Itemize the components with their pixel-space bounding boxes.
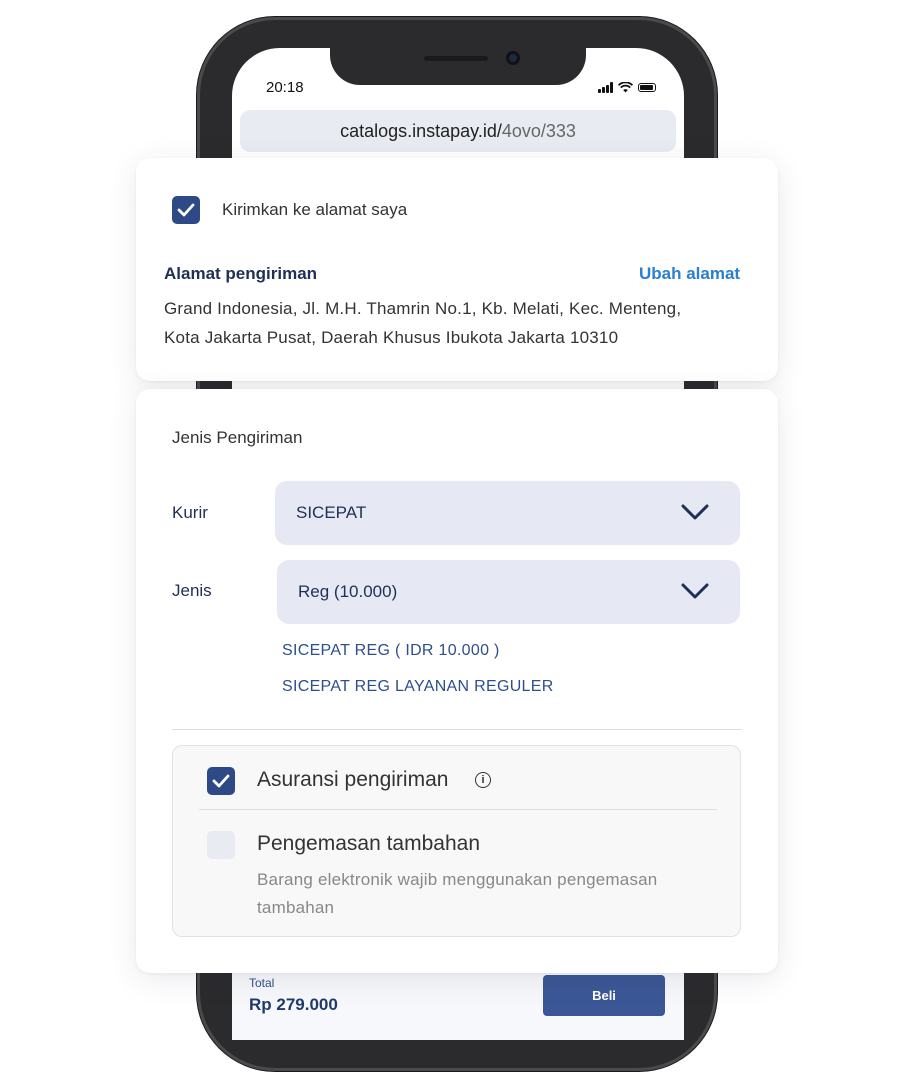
change-address-link[interactable]: Ubah alamat (639, 264, 741, 283)
shipping-type-title: Jenis Pengiriman (172, 428, 303, 447)
shipping-price-info: SICEPAT REG ( IDR 10.000 ) (282, 642, 500, 659)
insurance-checkbox[interactable] (207, 767, 235, 795)
address-line-1: Grand Indonesia, Jl. M.H. Thamrin No.1, Kb. Melati, Kec. Menteng, (164, 299, 682, 318)
status-icons (598, 80, 656, 94)
ship-to-my-address-label: Kirimkan ke alamat saya (222, 200, 408, 219)
shipping-address-text (164, 294, 681, 352)
camera-icon (506, 51, 520, 65)
info-icon[interactable]: i (475, 772, 491, 788)
shipping-service-info: SICEPAT REG LAYANAN REGULER (282, 678, 554, 695)
check-icon (177, 203, 195, 217)
courier-select[interactable] (275, 481, 740, 545)
url-host: catalogs.instapay.id/ (340, 120, 502, 141)
shipping-type-value: Reg (10.000) (298, 582, 398, 601)
courier-label: Kurir (172, 503, 208, 522)
packaging-checkbox[interactable] (207, 831, 235, 859)
chevron-down-icon (680, 582, 710, 600)
shipping-address-title: Alamat pengiriman (164, 264, 318, 283)
options-divider (199, 809, 717, 810)
status-time: 20:18 (266, 79, 304, 96)
speaker-grille (424, 56, 488, 61)
battery-icon (638, 83, 656, 92)
wifi-icon (618, 82, 633, 93)
total-label: Total (249, 976, 275, 990)
address-line-2: Kota Jakarta Pusat, Daerah Khusus Ibukota Jakarta 10310 (164, 328, 619, 347)
ship-to-my-address-checkbox[interactable] (172, 196, 200, 224)
url-path: 4ovo/333 (501, 120, 576, 141)
packaging-label: Pengemasan tambahan (257, 832, 480, 855)
total-value: Rp 279.000 (249, 995, 338, 1014)
packaging-description (257, 866, 657, 922)
shipping-type-label: Jenis (172, 581, 212, 600)
packaging-desc-line-2: tambahan (257, 898, 335, 917)
insurance-label: Asuransi pengiriman (257, 768, 449, 791)
url-bar[interactable] (240, 110, 676, 152)
signal-icon (598, 82, 613, 93)
check-icon (212, 774, 230, 788)
section-divider (172, 729, 742, 730)
packaging-desc-line-1: Barang elektronik wajib menggunakan pengemasan (257, 870, 658, 889)
buy-button[interactable]: Beli (543, 975, 665, 1016)
phone-notch (330, 40, 586, 85)
shipping-type-select[interactable] (277, 560, 740, 624)
chevron-down-icon (680, 503, 710, 521)
courier-value: SICEPAT (296, 503, 367, 522)
